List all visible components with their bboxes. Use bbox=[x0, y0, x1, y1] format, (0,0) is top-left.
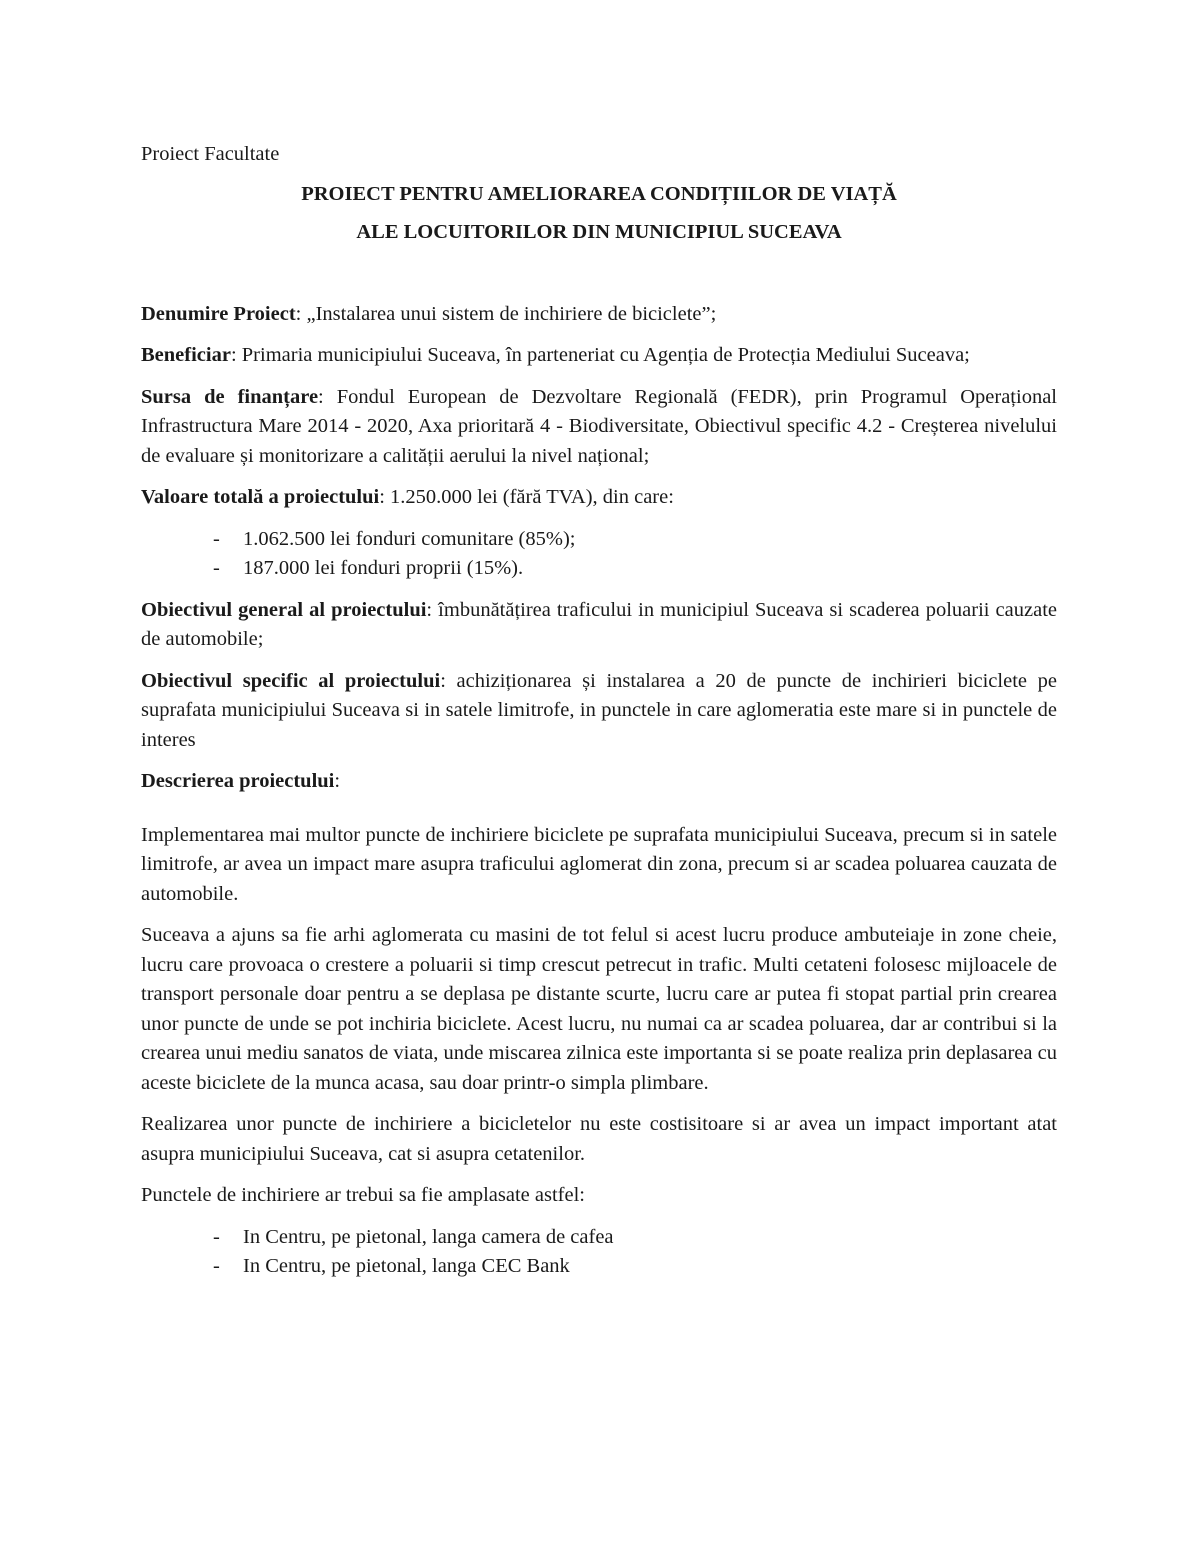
spacer bbox=[141, 809, 1057, 821]
field-denumire-value: : „Instalarea unui sistem de inchiriere de biciclete”; bbox=[295, 302, 717, 325]
field-descriere bbox=[141, 767, 1057, 797]
field-obiectiv-general-label: Obiectivul general al proiectului bbox=[141, 598, 427, 621]
valoare-breakdown-list bbox=[141, 525, 1057, 584]
field-valoare bbox=[141, 483, 1057, 513]
paragraph: Punctele de inchiriere ar trebui sa fie amplasate astfel: bbox=[141, 1184, 585, 1206]
document-title-line-1: PROIECT PENTRU AMELIORAREA CONDIȚIILOR DE VIAȚĂ bbox=[301, 182, 897, 205]
field-valoare-value: : 1.250.000 lei (fără TVA), din care: bbox=[379, 486, 674, 508]
field-obiectiv-specific-label: Obiectivul specific al proiectului bbox=[141, 669, 441, 692]
document-title-line-2: ALE LOCUITORILOR DIN MUNICIPIUL SUCEAVA bbox=[356, 221, 842, 243]
field-sursa bbox=[141, 383, 1057, 472]
list-item-text: In Centru, pe pietonal, langa camera de cafea bbox=[243, 1225, 614, 1248]
paragraph: Implementarea mai multor puncte de inchiriere biciclete pe suprafata municipiului Suceava, precum si in satele limitrofe, ar avea un impact mare asupra traficului aglomerat din zona, precum si ar scadea poluarea cauzata de automobile. bbox=[141, 823, 1057, 905]
dash-bullet: - bbox=[213, 1255, 220, 1277]
paragraph: Suceava a ajuns sa fie arhi aglomerata cu masini de tot felul si acest lucru produce ambuteiaje in zone cheie, lucru care provoaca o crestere a poluarii si timp crescut petrecut in trafic. Multi cetateni folosesc mijloacele de transport personale doar pentru a se deplasa pe distante scurte, lucru care ar putea fi stopat partial prin crearea unor puncte de unde se pot inchiria biciclete. Acest lucru, nu numai ca ar scadea poluarea, dar ar contribui si la crearea unui mediu sanatos de viata, unde miscarea zilnica este importanta si se poate realiza prin deplasarea cu aceste biciclete de la munca acasa, sau doar printr-o simpla plimbare. bbox=[141, 924, 1057, 1094]
field-valoare-label: Valoare totală a proiectului bbox=[141, 486, 380, 508]
field-beneficiar-label: Beneficiar bbox=[141, 344, 231, 366]
dash-bullet: - bbox=[213, 1225, 220, 1248]
list-item bbox=[141, 1223, 1057, 1253]
field-sursa-value: : Fondul European de Dezvoltare Regională (FEDR), prin Programul Operațional Infrastructura Mare 2014 - 2020, Axa prioritară 4 - Biodiversitate, Obiectivul specific 4.2 - Creșterea nivelului de evaluare și monitorizare a calității aerului la nivel național; bbox=[141, 385, 1057, 467]
field-obiectiv-specific bbox=[141, 667, 1057, 756]
field-descriere-label: Descrierea proiectului bbox=[141, 770, 335, 792]
list-item bbox=[141, 554, 1057, 584]
document-content bbox=[141, 140, 1057, 1294]
list-item-text: 1.062.500 lei fonduri comunitare (85%); bbox=[243, 527, 576, 550]
field-obiectiv-specific-value: : achiziționarea și instalarea a 20 de puncte de inchirieri biciclete pe suprafata municipiului Suceava si in satele limitrofe, in punctele in care aglomeratia este mare si in punctele de interes bbox=[141, 669, 1057, 751]
spacer bbox=[141, 248, 1057, 300]
list-item-text: In Centru, pe pietonal, langa CEC Bank bbox=[243, 1255, 570, 1277]
list-item bbox=[141, 1252, 1057, 1282]
field-sursa-label: Sursa de finanțare bbox=[141, 385, 319, 408]
field-beneficiar-value: : Primaria municipiului Suceava, în parteneriat cu Agenția de Protecția Mediului Suceava; bbox=[230, 344, 970, 366]
field-obiectiv-general-value: : îmbunătățirea traficului in municipiul Suceava si scaderea poluarii cauzate de automobile; bbox=[141, 598, 1057, 650]
paragraph: Realizarea unor puncte de inchiriere a bicicletelor nu este costisitoare si ar avea un impact important atat asupra municipiului Suceava, cat si asupra cetatenilor. bbox=[141, 1113, 1057, 1165]
field-denumire-label: Denumire Proiect bbox=[141, 302, 296, 325]
document-header: Proiect Facultate bbox=[141, 143, 280, 165]
list-item bbox=[141, 525, 1057, 555]
locations-list bbox=[141, 1223, 1057, 1282]
field-obiectiv-general bbox=[141, 596, 1057, 655]
dash-bullet: - bbox=[213, 527, 220, 550]
field-beneficiar bbox=[141, 341, 1057, 371]
dash-bullet: - bbox=[213, 557, 220, 579]
list-item-text: 187.000 lei fonduri proprii (15%). bbox=[243, 557, 524, 579]
field-descriere-value: : bbox=[334, 770, 341, 792]
field-denumire bbox=[141, 300, 1057, 330]
